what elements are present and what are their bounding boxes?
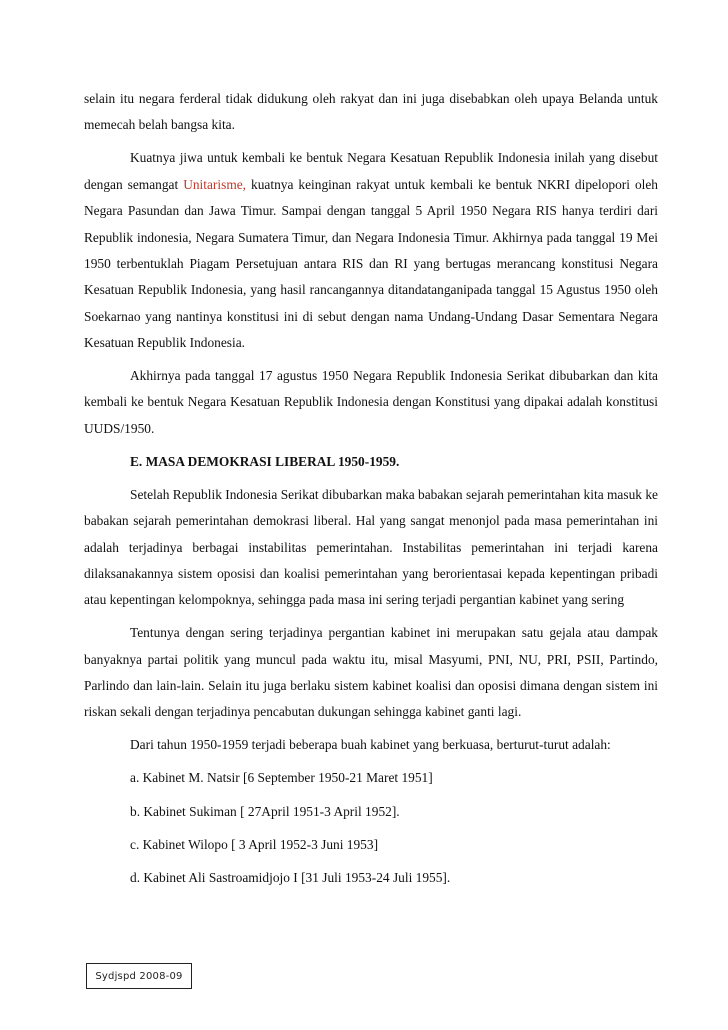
list-item: a. Kabinet M. Natsir [6 September 1950-21 Maret 1951]	[130, 770, 433, 786]
paragraph-unitarisme-text-after: kuatnya keinginan rakyat untuk kembali ke bentuk NKRI dipelopori oleh Negara Pasundan dan Jawa Timur. Sampai dengan tanggal 5 April 1950 Negara RIS hanya terdiri dari Republik indonesia, Negara Sumatera Timur, dan Negara Indonesia Timur. Akhirnya pada tanggal 19 Mei 1950 terbentuklah Piagam Persetujuan antara RIS dan RI yang bertugas merancang konstitusi Negara Kesatuan Republik Indonesia, yang hasil rancangannya ditandatanganipada tanggal 15 Agustus 1950 oleh Soekarnao yang nantinya konstitusi ini di sebut dengan nama Undang-Undang Dasar Sementara Negara Kesatuan Republik Indonesia.	[84, 176, 658, 351]
list-item: d. Kabinet Ali Sastroamidjojo I [31 Juli 1953-24 Juli 1955].	[130, 870, 451, 886]
document-page	[84, 86, 658, 899]
section-heading: E. MASA DEMOKRASI LIBERAL 1950-1959.	[130, 453, 400, 469]
paragraph-cabinet-intro: Dari tahun 1950-1959 terjadi beberapa buah kabinet yang berkuasa, berturut-turut adalah:	[130, 737, 611, 753]
paragraph-liberal-democracy: Setelah Republik Indonesia Serikat dibubarkan maka babakan sejarah pemerintahan kita masuk ke babakan sejarah pemerintahan demokrasi liberal. Hal yang sangat menonjol pada masa pemerintahan ini adalah terjadinya berbagai instabilitas pemerintahan. Instabilitas pemerintahan ini terjadi karena dilaksanakannya sistem oposisi dan koalisi pemerintahan yang berorientasai kepada kepentingan pribadi atau kepentingan kelompoknya, sehingga pada masa ini sering terjadi pergantian kabinet yang sering	[84, 486, 658, 608]
paragraph-unitarisme	[84, 145, 658, 356]
paragraph-unitarisme-text-before: Kuatnya jiwa untuk kembali ke bentuk Negara Kesatuan Republik Indonesia inilah yang disebut dengan semangat	[84, 150, 658, 192]
highlight-unitarisme: Unitarisme,	[183, 176, 247, 192]
list-item: c. Kabinet Wilopo [ 3 April 1952-3 Juni 1953]	[130, 837, 379, 853]
list-item: b. Kabinet Sukiman [ 27April 1951-3 April 1952].	[130, 803, 400, 819]
paragraph-continuation: selain itu negara ferderal tidak didukung oleh rakyat dan ini juga disebabkan oleh upaya Belanda untuk memecah belah bangsa kita.	[84, 91, 658, 133]
paragraph-political-parties: Tentunya dengan sering terjadinya pergantian kabinet ini merupakan satu gejala atau dampak banyaknya partai politik yang muncul pada waktu itu, misal Masyumi, PNI, NU, PRI, PSII, Partindo, Parlindo dan lain-lain. Selain itu juga berlaku sistem kabinet koalisi dan oposisi dimana dengan sistem ini riskan sekali dengan terjadinya pencabutan dukungan sehingga kabinet ganti lagi.	[84, 625, 658, 720]
footer-label: Sydjspd 2008-09	[86, 963, 192, 989]
paragraph-ris-dissolved: Akhirnya pada tanggal 17 agustus 1950 Negara Republik Indonesia Serikat dibubarkan dan kita kembali ke bentuk Negara Kesatuan Republik Indonesia dengan Konstitusi yang dipakai adalah konstitusi UUDS/1950.	[84, 368, 658, 436]
